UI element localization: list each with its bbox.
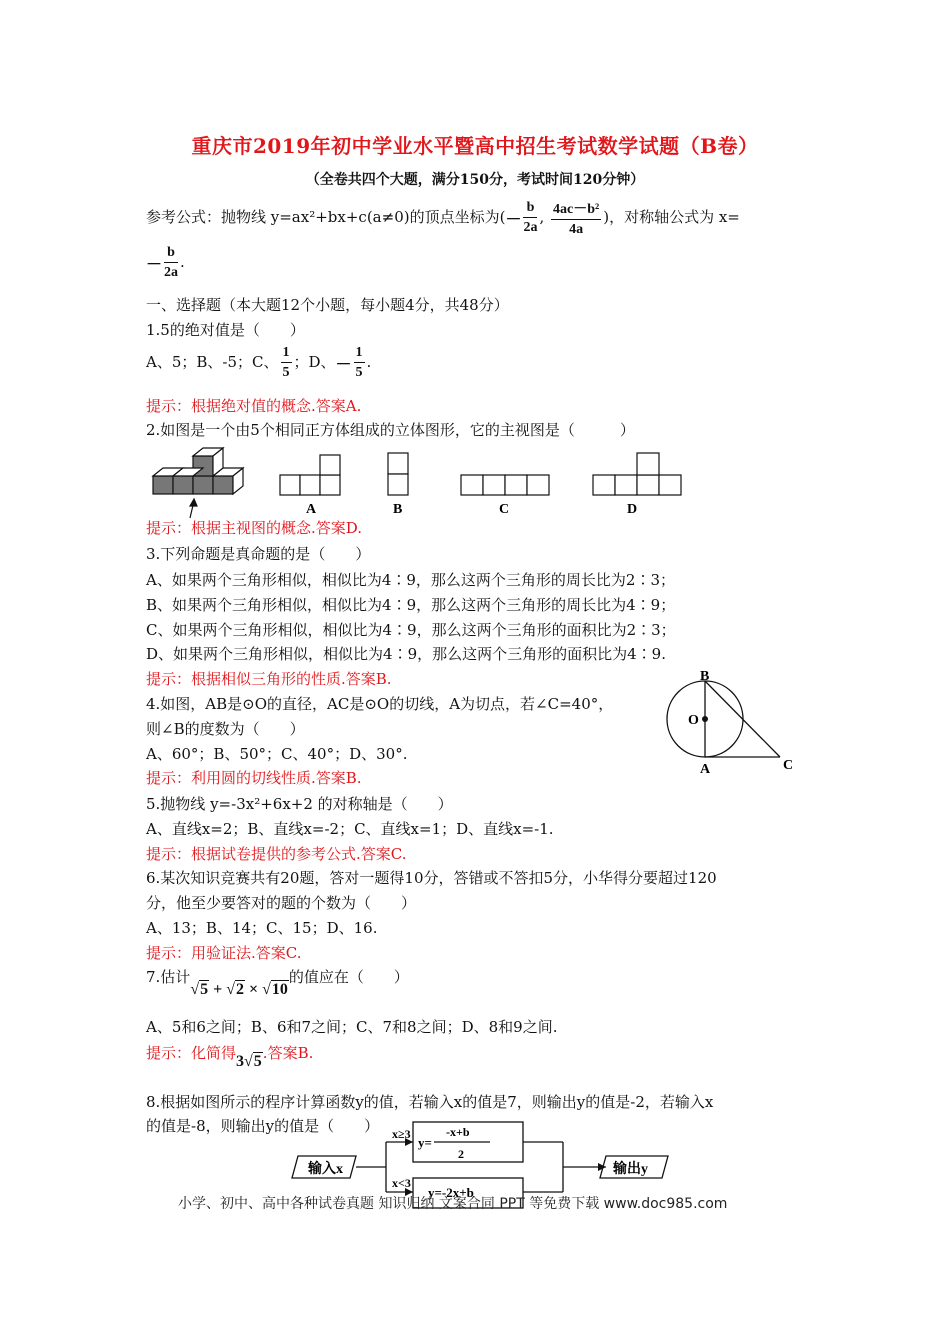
q2-stem: 2.如图是一个由5个相同正方体组成的立体图形，它的主视图是（ ）: [146, 421, 635, 439]
page-title: 重庆市2019年初中学业水平暨高中招生考试数学试题（B卷）: [191, 134, 759, 158]
q6-options: A、13；B、14；C、15；D、16.: [146, 919, 378, 937]
exam-info: （全卷共四个大题，满分150分，考试时间120分钟）: [305, 172, 645, 188]
input-label: 输入x: [308, 1162, 343, 1177]
q1-options: A、5；B、-5；C、 $\frac{1}{5}$ ；D、－ $\frac{1}{5}$ .: [146, 345, 372, 380]
svg-text:-x+b: -x+b: [446, 1125, 470, 1139]
q7-stem: 7.估计√5 + √2 × √10的值应在（ ）: [146, 968, 409, 998]
q7-hint: 提示：化简得3√5.答案B.: [146, 1044, 314, 1070]
option-c-figure: [461, 475, 549, 495]
reference-formula-cont: － $\frac{b}{2a}$ .: [146, 245, 185, 280]
q1-hint: 提示：根据绝对值的概念.答案A.: [146, 397, 362, 415]
q3-option-b: B、如果两个三角形相似，相似比为4∶9，那么这两个三角形的周长比为4∶9；: [146, 596, 676, 614]
q4-circle-figure: [668, 666, 808, 778]
option-a-figure: [280, 455, 340, 495]
point-a-label: A: [700, 762, 711, 777]
q3-stem: 3.下列命题是真命题的是（ ）: [146, 545, 371, 563]
q4-hint: 提示：利用圆的切线性质.答案B.: [146, 769, 362, 787]
q6-stem: 6.某次知识竞赛共有20题，答对一题得10分，答错或不答扣5分，小华得分要超过120: [146, 869, 717, 887]
cube-solid-figure: [153, 448, 243, 518]
q5-hint: 提示：根据试卷提供的参考公式.答案C.: [146, 845, 407, 863]
q5-stem: 5.抛物线 y=-3x²+6x+2 的对称轴是（ ）: [146, 795, 453, 813]
label-c: C: [499, 502, 510, 517]
q3-option-d: D、如果两个三角形相似，相似比为4∶9，那么这两个三角形的面积比为4∶9.: [146, 645, 666, 663]
label-d: D: [627, 502, 638, 517]
point-o-label: O: [688, 713, 699, 728]
condition-1: x≥3: [392, 1127, 411, 1141]
point-c-label: C: [783, 758, 794, 773]
fraction-b-2a: $\frac{b}{2a}$: [523, 200, 538, 235]
q4-options: A、60°；B、50°；C、40°；D、30°.: [146, 745, 408, 763]
reference-formula: 参考公式：抛物线 y=ax²+bx+c(a≠0)的顶点坐标为(－ $\frac{b}{2a}$ , $\frac{\text{4ac－b²}}{4a}$ )，对称轴公式为 x=: [146, 200, 740, 237]
q3-hint: 提示：根据相似三角形的性质.答案B.: [146, 670, 392, 688]
label-a: A: [306, 502, 317, 517]
q1-stem: 1.5的绝对值是（ ）: [146, 321, 305, 339]
q4-stem: 4.如图，AB是⊙O的直径，AC是⊙O的切线，A为切点，若∠C=40°，: [146, 695, 614, 713]
q6-stem-cont: 分，他至少要答对的题的个数为（ ）: [146, 894, 417, 912]
point-b-label: B: [700, 669, 710, 684]
output-label: 输出y: [613, 1162, 648, 1177]
condition-2: x<3: [392, 1176, 411, 1190]
q8-stem-cont: 的值是-8，则输出y的值是（ ）: [146, 1117, 380, 1135]
q7-options: A、5和6之间；B、6和7之间；C、7和8之间；D、8和9之间.: [146, 1018, 558, 1036]
label-b: B: [393, 502, 403, 517]
option-d-figure: [593, 453, 681, 495]
q2-figures: [145, 446, 705, 522]
q6-hint: 提示：用验证法.答案C.: [146, 944, 302, 962]
q3-option-c: C、如果两个三角形相似，相似比为4∶9，那么这两个三角形的面积比为2∶3；: [146, 621, 676, 639]
section-heading: 一、选择题（本大题12个小题，每小题4分，共48分）: [146, 296, 509, 314]
q4-stem-cont: 则∠B的度数为（ ）: [146, 720, 305, 738]
svg-text:y=: y=: [418, 1135, 432, 1150]
formula-2: y=-2x+b: [428, 1185, 474, 1200]
q5-options: A、直线x=2；B、直线x=-2；C、直线x=1；D、直线x=-1.: [146, 820, 554, 838]
q8-stem: 8.根据如图所示的程序计算函数y的值，若输入x的值是7，则输出y的值是-2，若输入x: [146, 1093, 714, 1111]
option-b-figure: [388, 453, 408, 495]
svg-text:2: 2: [458, 1147, 464, 1161]
footer-banner: 小学、初中、高中各种试卷真题 知识归纳 文案合同 PPT 等免费下载 www.doc985.com: [178, 1196, 728, 1212]
fraction-4ac: $\frac{\text{4ac－b²}}{4a}$: [551, 198, 601, 238]
q2-hint: 提示：根据主视图的概念.答案D.: [146, 519, 363, 537]
q3-option-a: A、如果两个三角形相似，相似比为4∶9，那么这两个三角形的周长比为2∶3；: [146, 571, 676, 589]
q8-flowchart: [288, 1118, 678, 1198]
